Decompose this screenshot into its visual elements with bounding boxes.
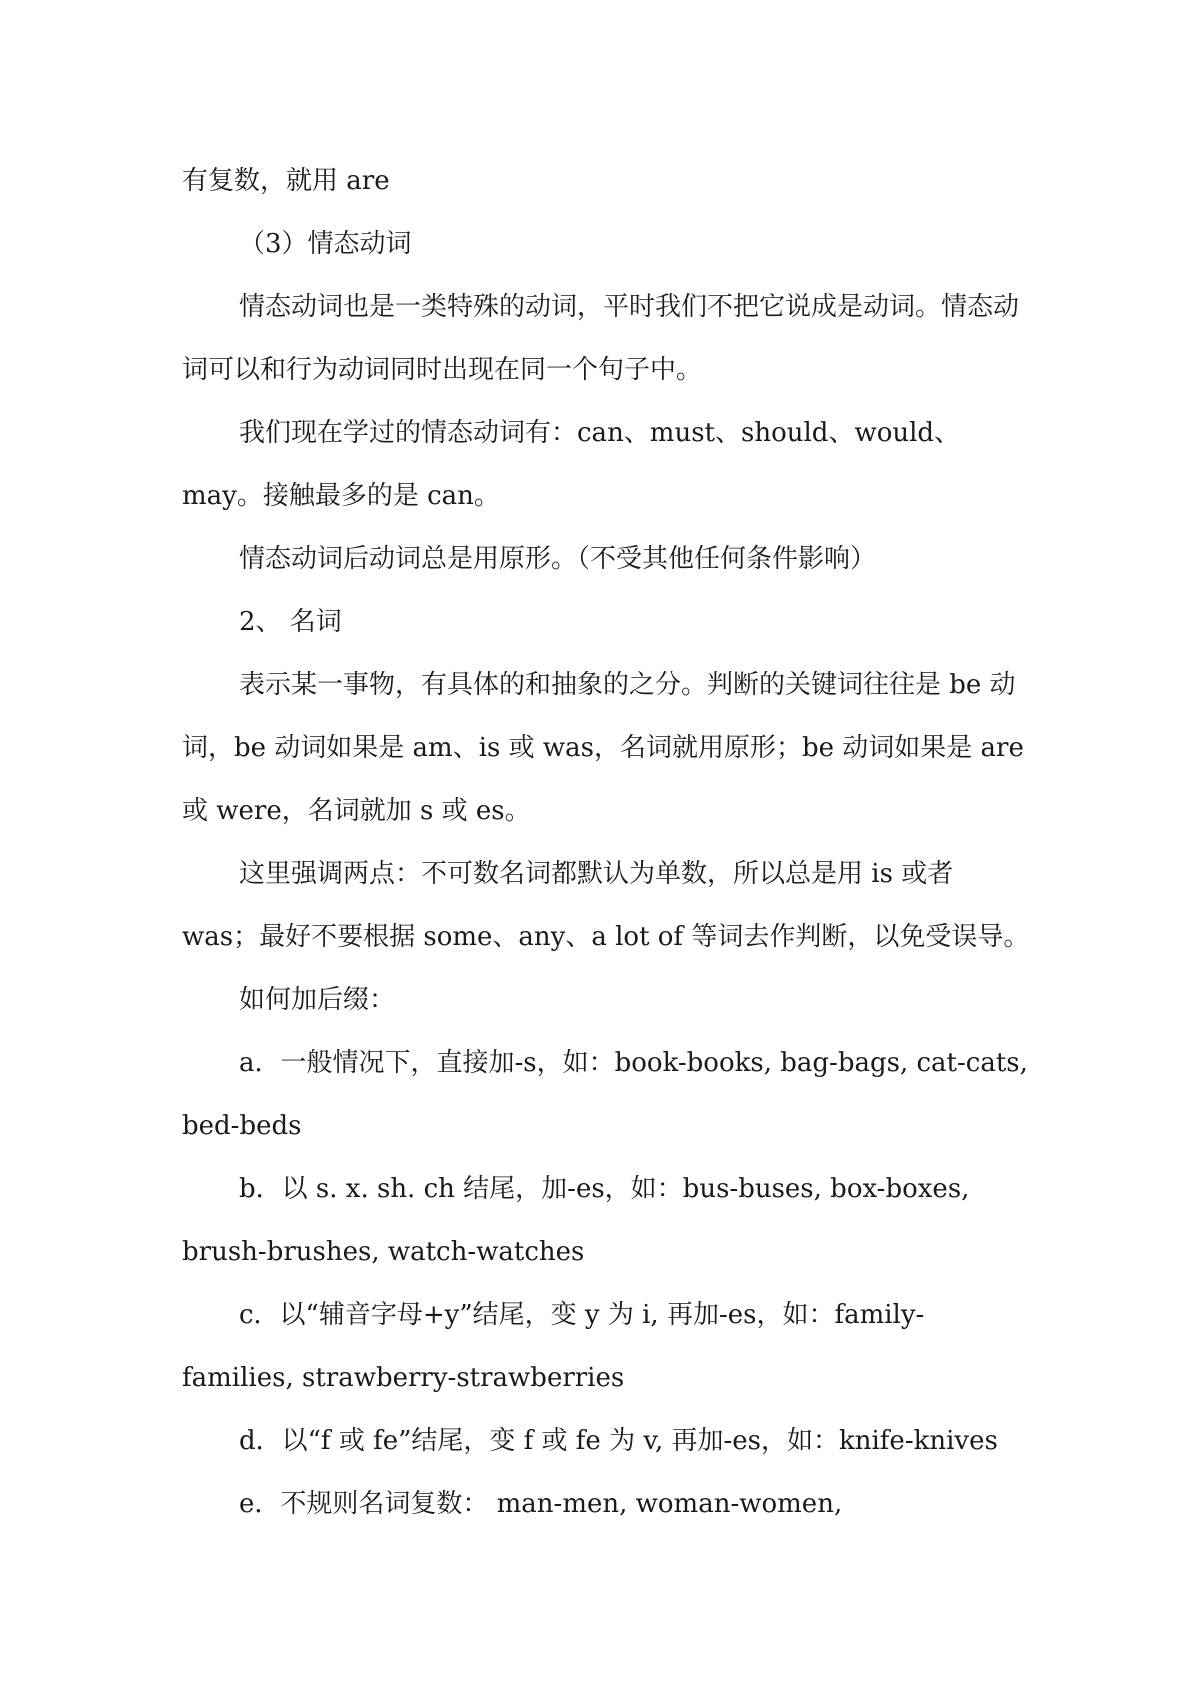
paragraph-modal-definition: 情态动词也是一类特殊的动词，平时我们不把它说成是动词。情态动词可以和行为动词同时出现在同一个句子中。 <box>182 292 1020 385</box>
heading-nouns: 2、 名词 <box>239 607 342 637</box>
paragraph-noun-definition: 表示某一事物，有具体的和抽象的之分。判断的关键词往往是 be 动词，be 动词如果是 am、is 或 was，名词就用原形；be 动词如果是 are 或 were，名词就加 s 或 es。 <box>182 670 1024 826</box>
paragraph-noun-emphasis: 这里强调两点：不可数名词都默认为单数，所以总是用 is 或者 was；最好不要根据 some、any、a lot of 等词去作判断，以免受误导。 <box>182 859 1030 952</box>
paragraph-modal-list: 我们现在学过的情态动词有：can、must、should、would、may。接触最多的是 can。 <box>182 418 961 511</box>
rule-c: c．以“辅音字母+y”结尾，变 y 为 i, 再加-es，如：family-families, strawberry-strawberries <box>182 1300 925 1393</box>
paragraph-plural-are: 有复数，就用 are <box>182 166 390 196</box>
heading-suffix: 如何加后缀： <box>239 985 396 1015</box>
rule-e: e．不规则名词复数： man-men, woman-women, <box>239 1489 843 1519</box>
rule-d: d．以“f 或 fe”结尾，变 f 或 fe 为 v, 再加-es，如：knife-knives <box>239 1426 998 1456</box>
rule-a: a．一般情况下，直接加-s，如：book-books, bag-bags, cat-cats, bed-beds <box>182 1048 1028 1141</box>
paragraph-modal-rule: 情态动词后动词总是用原形。（不受其他任何条件影响） <box>239 544 877 574</box>
rule-b: b．以 s. x. sh. ch 结尾，加-es，如：bus-buses, box-boxes, brush-brushes, watch-watches <box>182 1174 970 1267</box>
document-body <box>182 150 1032 1536</box>
heading-modal-verbs: （3）情态动词 <box>239 229 412 259</box>
